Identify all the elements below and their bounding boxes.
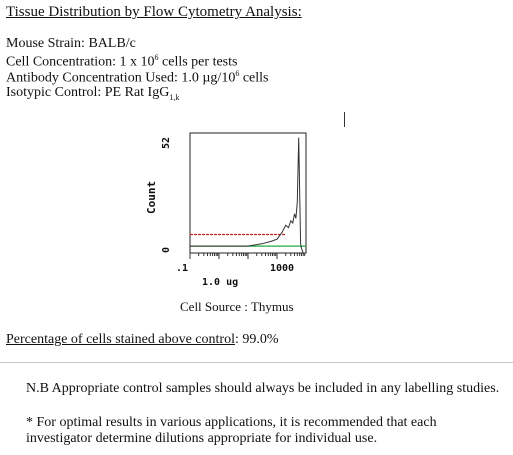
cell-source: Cell Source : Thymus bbox=[180, 299, 294, 314]
x-minor-ticks bbox=[190, 253, 305, 259]
x-tick-max: 1000 bbox=[270, 263, 295, 274]
section-divider bbox=[0, 362, 513, 363]
percentage-value: : 99.0% bbox=[234, 332, 279, 347]
isotypic-control-subscript: 1,k bbox=[169, 92, 180, 102]
antibody-concentration-suffix: cells bbox=[239, 70, 269, 86]
y-tick-min: 0 bbox=[161, 246, 172, 253]
cell-concentration-suffix: cells per tests bbox=[158, 54, 238, 70]
sample-histogram-line bbox=[190, 138, 306, 253]
antibody-concentration-text: Antibody Concentration Used: 1.0 µg/10 bbox=[6, 70, 236, 86]
isotypic-control-text: Isotypic Control: PE Rat IgG bbox=[6, 85, 170, 100]
optimal-results-note: * For optimal results in various applications, it is recommended that each investigator determine dilutions appropriate for individual use. bbox=[26, 415, 437, 446]
page-title: Tissue Distribution by Flow Cytometry Analysis: bbox=[6, 4, 302, 20]
cell-concentration-exponent: 6 bbox=[154, 53, 159, 62]
cell-concentration-text: Cell Concentration: 1 x 10 bbox=[6, 54, 155, 70]
percentage-label: Percentage of cells stained above control bbox=[6, 332, 235, 347]
x-tick-min: .1 bbox=[176, 263, 189, 274]
y-tick-max: 52 bbox=[161, 136, 172, 149]
x-axis-label: 1.0 ug bbox=[202, 277, 239, 288]
antibody-concentration-exponent: 6 bbox=[235, 69, 240, 78]
mouse-strain: Mouse Strain: BALB/c bbox=[6, 36, 136, 51]
y-axis-label: Count bbox=[145, 180, 158, 214]
nb-note: N.B Appropriate control samples should always be included in any labelling studies. bbox=[26, 381, 500, 396]
percentage-result bbox=[6, 333, 279, 347]
